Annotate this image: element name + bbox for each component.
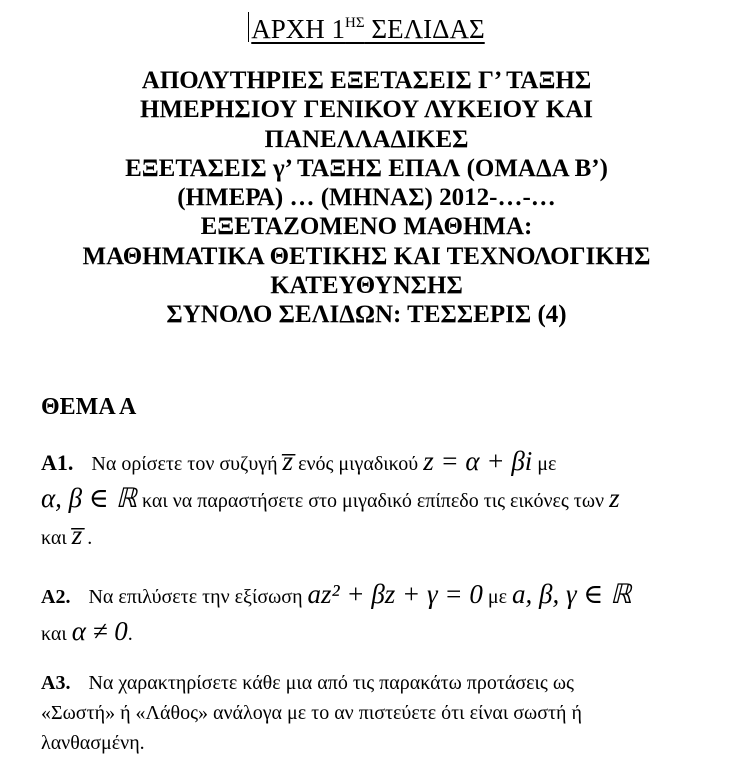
question-label: Α3. [41,672,71,694]
math-expression: α, β ∈ ℝ [41,483,137,513]
page-label: ΑΡΧΗ 1 [251,14,346,44]
text-cursor [248,12,249,42]
math-expression: α ≠ 0 [71,616,128,646]
question-line [41,520,721,553]
title-line: ΕΞΕΤΑΖΟΜΕΝΟ ΜΑΘΗΜΑ: [200,213,533,241]
question-a2 [41,579,721,649]
math-expression: z̅ [282,446,294,476]
question-text: και [41,623,72,645]
math-expression: z = α + βi [423,446,533,476]
question-line [41,446,721,479]
question-line: «Σωστή» ή «Λάθος» ανάλογα με το αν πιστεύετε ότι είναι σωστή ή [41,702,582,724]
title-line: ΕΞΕΤΑΣΕΙΣ γ’ ΤΑΞΗΣ ΕΠΑΛ (ΟΜΑΔΑ Β’) [125,154,608,182]
math-expression: a, β, γ ∈ ℝ [512,579,632,609]
page-label-superscript: ΗΣ [345,15,365,31]
math-expression: z [609,483,620,513]
page-label-word: ΣΕΛΙΔΑΣ [364,14,485,44]
question-a1 [41,446,721,553]
question-label: Α1. [41,450,74,475]
title-line: (ΗΜΕΡΑ) … (ΜΗΝΑΣ) 2012-…-… [177,184,556,212]
title-line: ΜΑΘΗΜΑΤΙΚΑ ΘΕΤΙΚΗΣ ΚΑΙ ΤΕΧΝΟΛΟΓΙΚΗΣ [82,242,651,270]
question-text: Να ορίσετε τον συζυγή [91,453,283,475]
question-a3 [41,668,721,758]
math-expression: az² + βz + γ = 0 [307,579,483,609]
page-header [0,6,733,46]
question-text: Να επιλύσετε την εξίσωση [88,586,308,608]
section-heading: ΘΕΜΑ Α [41,394,137,420]
title-line: ΚΑΤΕΥΘΥΝΣΗΣ [270,272,463,300]
question-text: και [41,527,72,549]
question-line [41,579,721,612]
question-line: λανθασμένη. [41,732,145,754]
question-line [41,483,721,516]
question-line [41,668,721,698]
title-line: ΠΑΝΕΛΛΑΔΙΚΕΣ [264,125,469,153]
title-line: ΗΜΕΡΗΣΙΟΥ ΓΕΝΙΚΟΥ ΛΥΚΕΙΟΥ ΚΑΙ [139,96,594,124]
question-text: . [82,527,93,549]
page-header-text [251,14,484,44]
question-line [41,616,721,649]
question-text: με [532,453,557,475]
title-line: ΑΠΟΛΥΤΗΡΙΕΣ ΕΞΕΤΑΣΕΙΣ Γ’ ΤΑΞΗΣ [141,67,592,94]
question-text: με [482,586,513,608]
title-line: ΣΥΝΟΛΟ ΣΕΛΙΔΩΝ: ΤΕΣΣΕΡΙΣ (4) [166,301,567,329]
question-text: ενός μιγαδικού [293,453,424,475]
question-label: Α2. [41,586,71,608]
question-text: και να παραστήσετε στο μιγαδικό επίπεδο τις εικόνες των [137,490,610,512]
question-text: Να χαρακτηρίσετε κάθε μια από τις παρακάτω προτάσεις ως [88,672,574,694]
exam-title-block [0,66,733,330]
math-expression: z̅ [71,520,83,550]
question-text: . [127,623,133,645]
